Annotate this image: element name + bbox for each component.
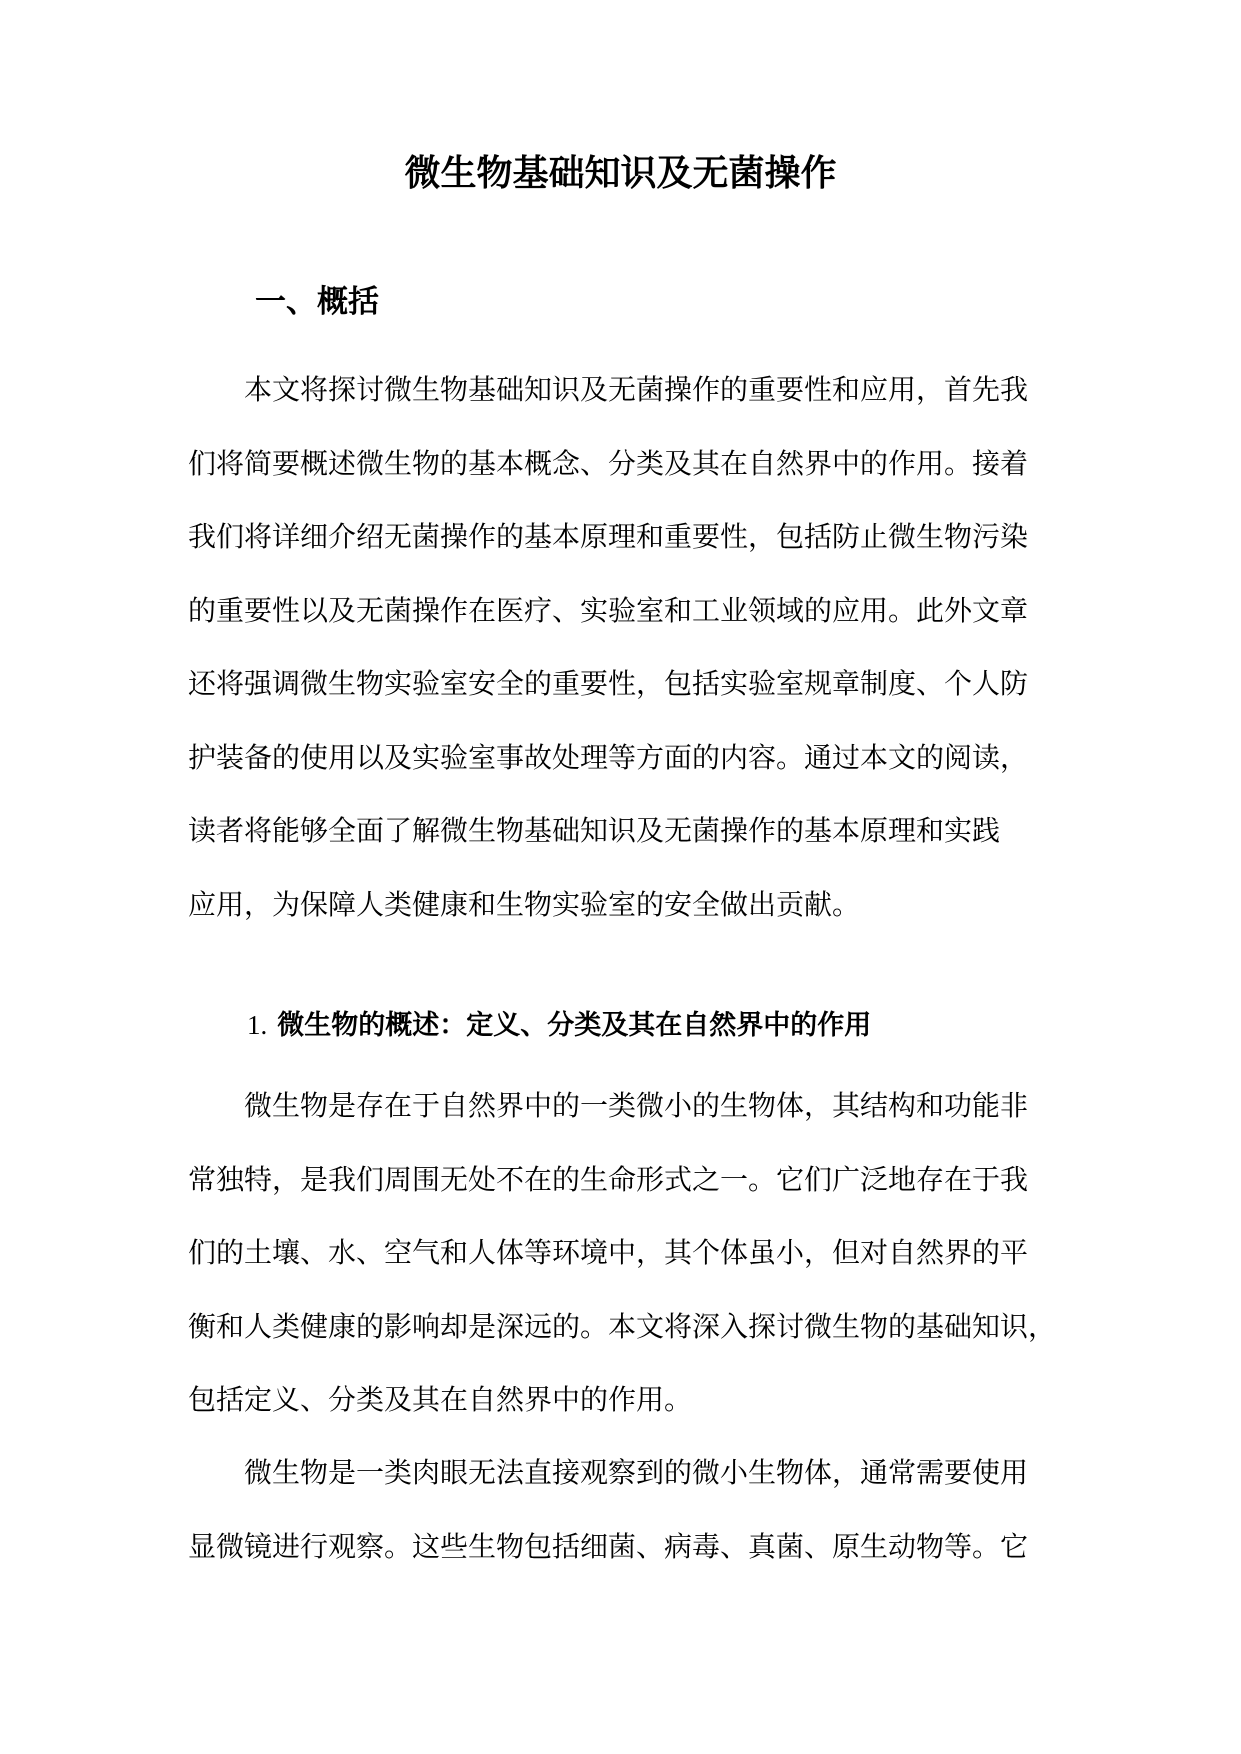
subsection-title: 微生物的概述：定义、分类及其在自然界中的作用 (277, 1010, 872, 1041)
paragraph-line: 应用，为保障人类健康和生物实验室的安全做出贡献。 (188, 887, 861, 921)
paragraph-line: 显微镜进行观察。这些生物包括细菌、病毒、真菌、原生动物等。它 (188, 1529, 1029, 1563)
document-title: 微生物基础知识及无菌操作 (404, 152, 837, 194)
paragraph-line: 衡和人类健康的影响却是深远的。本文将深入探讨微生物的基础知识， (188, 1309, 1057, 1343)
paragraph-line: 读者将能够全面了解微生物基础知识及无菌操作的基本原理和实践 (188, 814, 1001, 847)
paragraph-line: 还将强调微生物实验室安全的重要性，包括实验室规章制度、个人防 (188, 667, 1029, 700)
definition-paragraph (188, 1069, 1058, 1437)
paragraph-line: 微生物是存在于自然界中的一类微小的生物体，其结构和功能非 (244, 1089, 1029, 1122)
microscopy-paragraph (188, 1436, 1058, 1583)
section-heading-overview: 一、概括 (255, 284, 379, 320)
paragraph-line: 的重要性以及无菌操作在医疗、实验室和工业领域的应用。此外文章 (188, 593, 1029, 627)
paragraph-line: 常独特，是我们周围无处不在的生命形式之一。它们广泛地存在于我 (188, 1162, 1029, 1196)
paragraph-line: 护装备的使用以及实验室事故处理等方面的内容。通过本文的阅读， (188, 740, 1029, 774)
subsection-number: 1. (247, 1010, 268, 1040)
paragraph-line: 包括定义、分类及其在自然界中的作用。 (188, 1383, 693, 1416)
paragraph-line: 们的土壤、水、空气和人体等环境中，其个体虽小，但对自然界的平 (188, 1236, 1029, 1269)
subsection-heading (247, 1005, 871, 1046)
overview-paragraph (188, 353, 1058, 941)
paragraph-line: 们将简要概述微生物的基本概念、分类及其在自然界中的作用。接着 (188, 446, 1029, 480)
paragraph-line: 微生物是一类肉眼无法直接观察到的微小生物体，通常需要使用 (244, 1456, 1029, 1489)
paragraph-line: 我们将详细介绍无菌操作的基本原理和重要性，包括防止微生物污染 (188, 520, 1029, 553)
paragraph-line: 本文将探讨微生物基础知识及无菌操作的重要性和应用，首先我 (244, 373, 1029, 406)
